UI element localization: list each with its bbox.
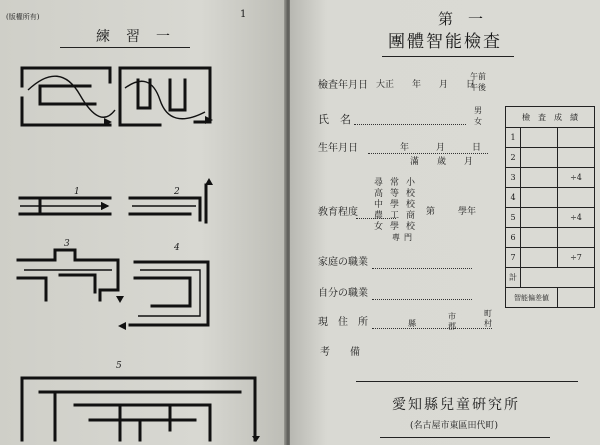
score-cell[interactable] [521,128,558,148]
family-job-label: 家庭の職業 [318,257,368,268]
address-label: 現 住 所 [318,317,368,328]
score-total-label: 計 [506,268,521,288]
edu-year: 學年 [458,207,477,217]
address-unit-county: 郡 [448,322,456,331]
score-cell[interactable] [521,188,558,208]
edu-char: 農 [374,211,384,221]
address-unit-town: 町 [484,309,492,318]
birth-value: 年 月 日 [400,143,482,153]
edu-char: 小 [406,178,416,188]
birth-label: 生年月日 [318,143,358,154]
edu-char: 工 [390,211,400,221]
name-label: 氏 名 [318,113,351,126]
edu-char: 商 [406,211,416,221]
publisher-address: (名古屋市東區田代町) [410,421,499,431]
age-value: 滿 歲 月 [410,157,474,167]
edu-char: 學 [390,222,400,232]
maze-illustrations [0,0,286,445]
score-cell[interactable] [521,228,558,248]
score-weight [558,228,595,248]
score-weight: ÷4 [558,208,595,228]
exercise-header: 練 習 一 [96,29,171,45]
score-cell[interactable] [521,148,558,168]
form-number: 第 一 [438,10,484,28]
exercise-label-3: 3 [64,239,70,249]
family-job-field[interactable] [372,268,472,269]
remarks-label: 考 備 [320,347,360,358]
score-row-number: 2 [506,148,521,168]
score-row-number: 1 [506,128,521,148]
edu-char: 尋 [374,178,384,188]
own-job-label: 自分の職業 [318,288,368,299]
address-unit-city: 市 [448,312,456,321]
exercise-label-1: 1 [74,187,80,197]
page-number: 1 [240,9,247,20]
sex-female: 女 [474,117,482,126]
address-unit-village: 村 [484,319,492,328]
left-page [0,0,286,445]
name-field[interactable] [354,124,466,125]
pm-label: 午後 [470,83,486,92]
edu-extra-1: 專 [392,233,400,242]
score-row-number: 4 [506,188,521,208]
exam-date-value: 大正 年 月 日 [376,80,476,90]
score-row-number: 6 [506,228,521,248]
exercise-label-4: 4 [174,243,180,253]
form-title: 團體智能檢査 [388,32,502,52]
score-weight: ÷7 [558,248,595,268]
am-label: 午前 [470,72,486,81]
edu-char: 校 [406,189,416,199]
edu-char: 學 [390,200,400,210]
score-row-number: 7 [506,248,521,268]
score-table-header: 檢 査 成 績 [506,107,595,128]
score-total-cell[interactable] [521,268,595,288]
exercise-label-5: 5 [116,361,122,371]
score-weight: ÷4 [558,168,595,188]
edu-char: 中 [374,200,384,210]
corner-stamp: (版權所有) [6,13,40,21]
own-job-field[interactable] [372,299,472,300]
edu-char: 校 [406,200,416,210]
education-field[interactable] [356,218,396,219]
score-weight [558,128,595,148]
score-cell[interactable] [521,248,558,268]
exam-date-label: 檢査年月日 [318,80,368,91]
iq-label: 智能偏差値 [506,288,558,308]
publisher-rule-top [356,381,578,382]
sex-male: 男 [474,106,482,115]
edu-extra-2: 門 [404,233,412,242]
address-unit-prefecture: 縣 [408,319,416,328]
publisher-rule-bottom [380,437,550,438]
score-weight [558,188,595,208]
title-underline [382,56,514,57]
birth-field[interactable] [368,153,488,154]
score-table [505,106,595,308]
score-cell[interactable] [521,168,558,188]
score-row-number: 3 [506,168,521,188]
iq-cell[interactable] [558,288,595,308]
edu-col-3 [406,178,418,233]
score-cell[interactable] [521,208,558,228]
exercise-label-2: 2 [174,187,180,197]
edu-char: 校 [406,222,416,232]
edu-char: 女 [374,222,384,232]
edu-char: 等 [390,189,400,199]
address-field[interactable] [372,328,492,329]
edu-col-1 [374,178,386,233]
edu-char: 常 [390,178,400,188]
education-label: 敎育程度 [318,207,358,218]
score-row-number: 5 [506,208,521,228]
publisher-name: 愛知縣兒童硏究所 [392,397,520,413]
edu-char: 高 [374,189,384,199]
score-weight [558,148,595,168]
edu-col-2 [390,178,402,233]
edu-dai: 第 [426,207,436,217]
